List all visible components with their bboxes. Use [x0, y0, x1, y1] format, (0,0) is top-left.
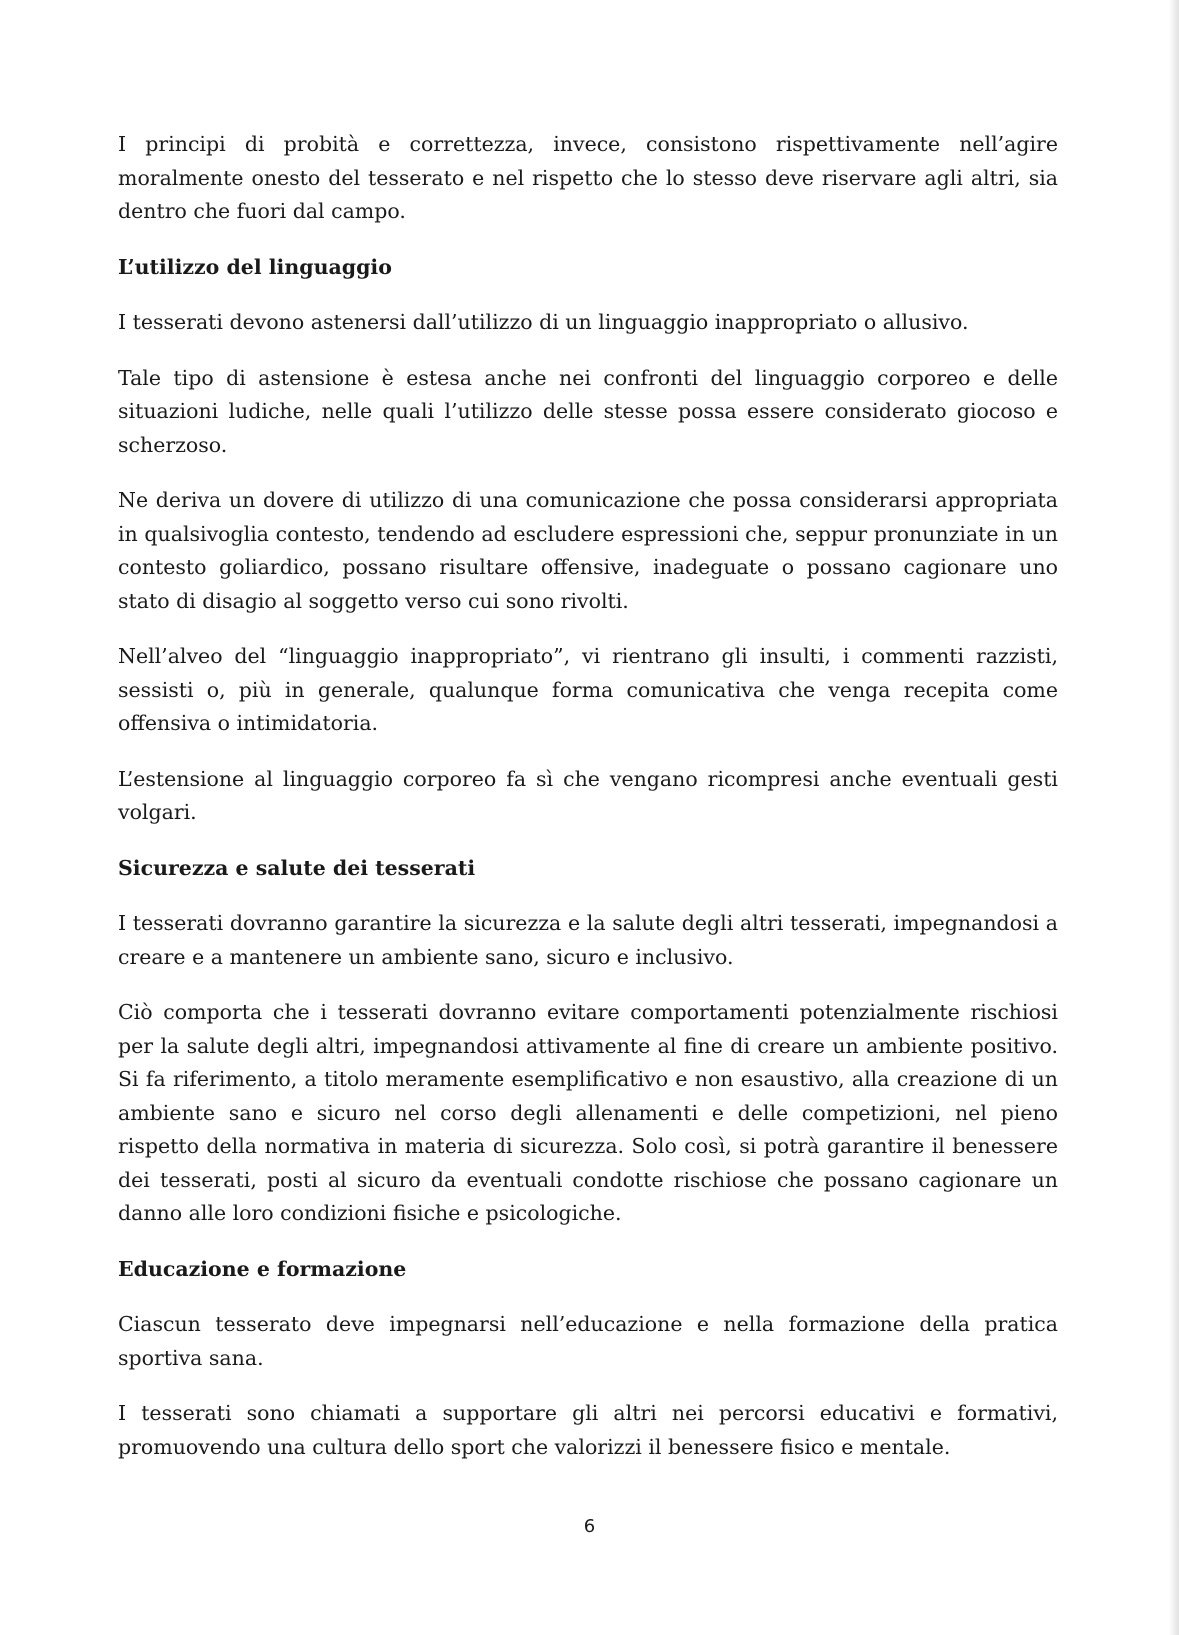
- page-number: 6: [583, 1516, 596, 1537]
- paragraph: I tesserati devono astenersi dall’utilizzo di un linguaggio inappropriato o allusivo.: [118, 310, 969, 334]
- document-body: [118, 128, 1058, 1486]
- section-heading: Sicurezza e salute dei tesserati: [118, 855, 476, 880]
- paragraph: L’estensione al linguaggio corporeo fa sì che vengano ricompresi anche eventuali gesti volgari.: [118, 766, 1058, 824]
- paragraph: I tesserati sono chiamati a supportare gli altri nei percorsi educativi e formativi, promuovendo una cultura dello sport che valorizzi il benessere fisico e mentale.: [118, 1401, 1058, 1459]
- paragraph: I tesserati dovranno garantire la sicurezza e la salute degli altri tesserati, impegnandosi a creare e a mantenere un ambiente sano, sicuro e inclusivo.: [118, 911, 1058, 969]
- section-heading: L’utilizzo del linguaggio: [118, 254, 392, 279]
- section-heading: Educazione e formazione: [118, 1256, 407, 1281]
- paragraph: Ciò comporta che i tesserati dovranno evitare comportamenti potenzialmente rischiosi per la salute degli altri, impegnandosi attivamente al fine di creare un ambiente positivo. Si fa riferimento, a titolo meramente esemplificativo e non esaustivo, alla creazione di un ambiente sano e sicuro nel corso degli allenamenti e delle competizioni, nel pieno rispetto della normativa in materia di sicurezza. Solo così, si potrà garantire il benessere dei tesserati, posti al sicuro da eventuali condotte rischiose che possano cagionare un danno alle loro condizioni fisiche e psicologiche.: [118, 1000, 1058, 1225]
- paragraph: Ne deriva un dovere di utilizzo di una comunicazione che possa considerarsi appropriata in qualsivoglia contesto, tendendo ad escludere espressioni che, seppur pronunziate in un contesto goliardico, possano risultare offensive, inadeguate o possano cagionare uno stato di disagio al soggetto verso cui sono rivolti.: [118, 488, 1058, 613]
- paragraph: Tale tipo di astensione è estesa anche nei confronti del linguaggio corporeo e delle situazioni ludiche, nelle quali l’utilizzo delle stesse possa essere considerato giocoso e scherzoso.: [118, 365, 1058, 457]
- paragraph: Ciascun tesserato deve impegnarsi nell’educazione e nella formazione della pratica sportiva sana.: [118, 1312, 1058, 1370]
- page-edge-shadow: [1169, 0, 1179, 1635]
- paragraph: I principi di probità e correttezza, invece, consistono rispettivamente nell’agire moralmente onesto del tesserato e nel rispetto che lo stesso deve riservare agli altri, sia dentro che fuori dal campo.: [118, 132, 1058, 223]
- paragraph: Nell’alveo del “linguaggio inappropriato”, vi rientrano gli insulti, i commenti razzisti, sessisti o, più in generale, qualunque forma comunicativa che venga recepita come offensiva o intimidatoria.: [118, 644, 1058, 735]
